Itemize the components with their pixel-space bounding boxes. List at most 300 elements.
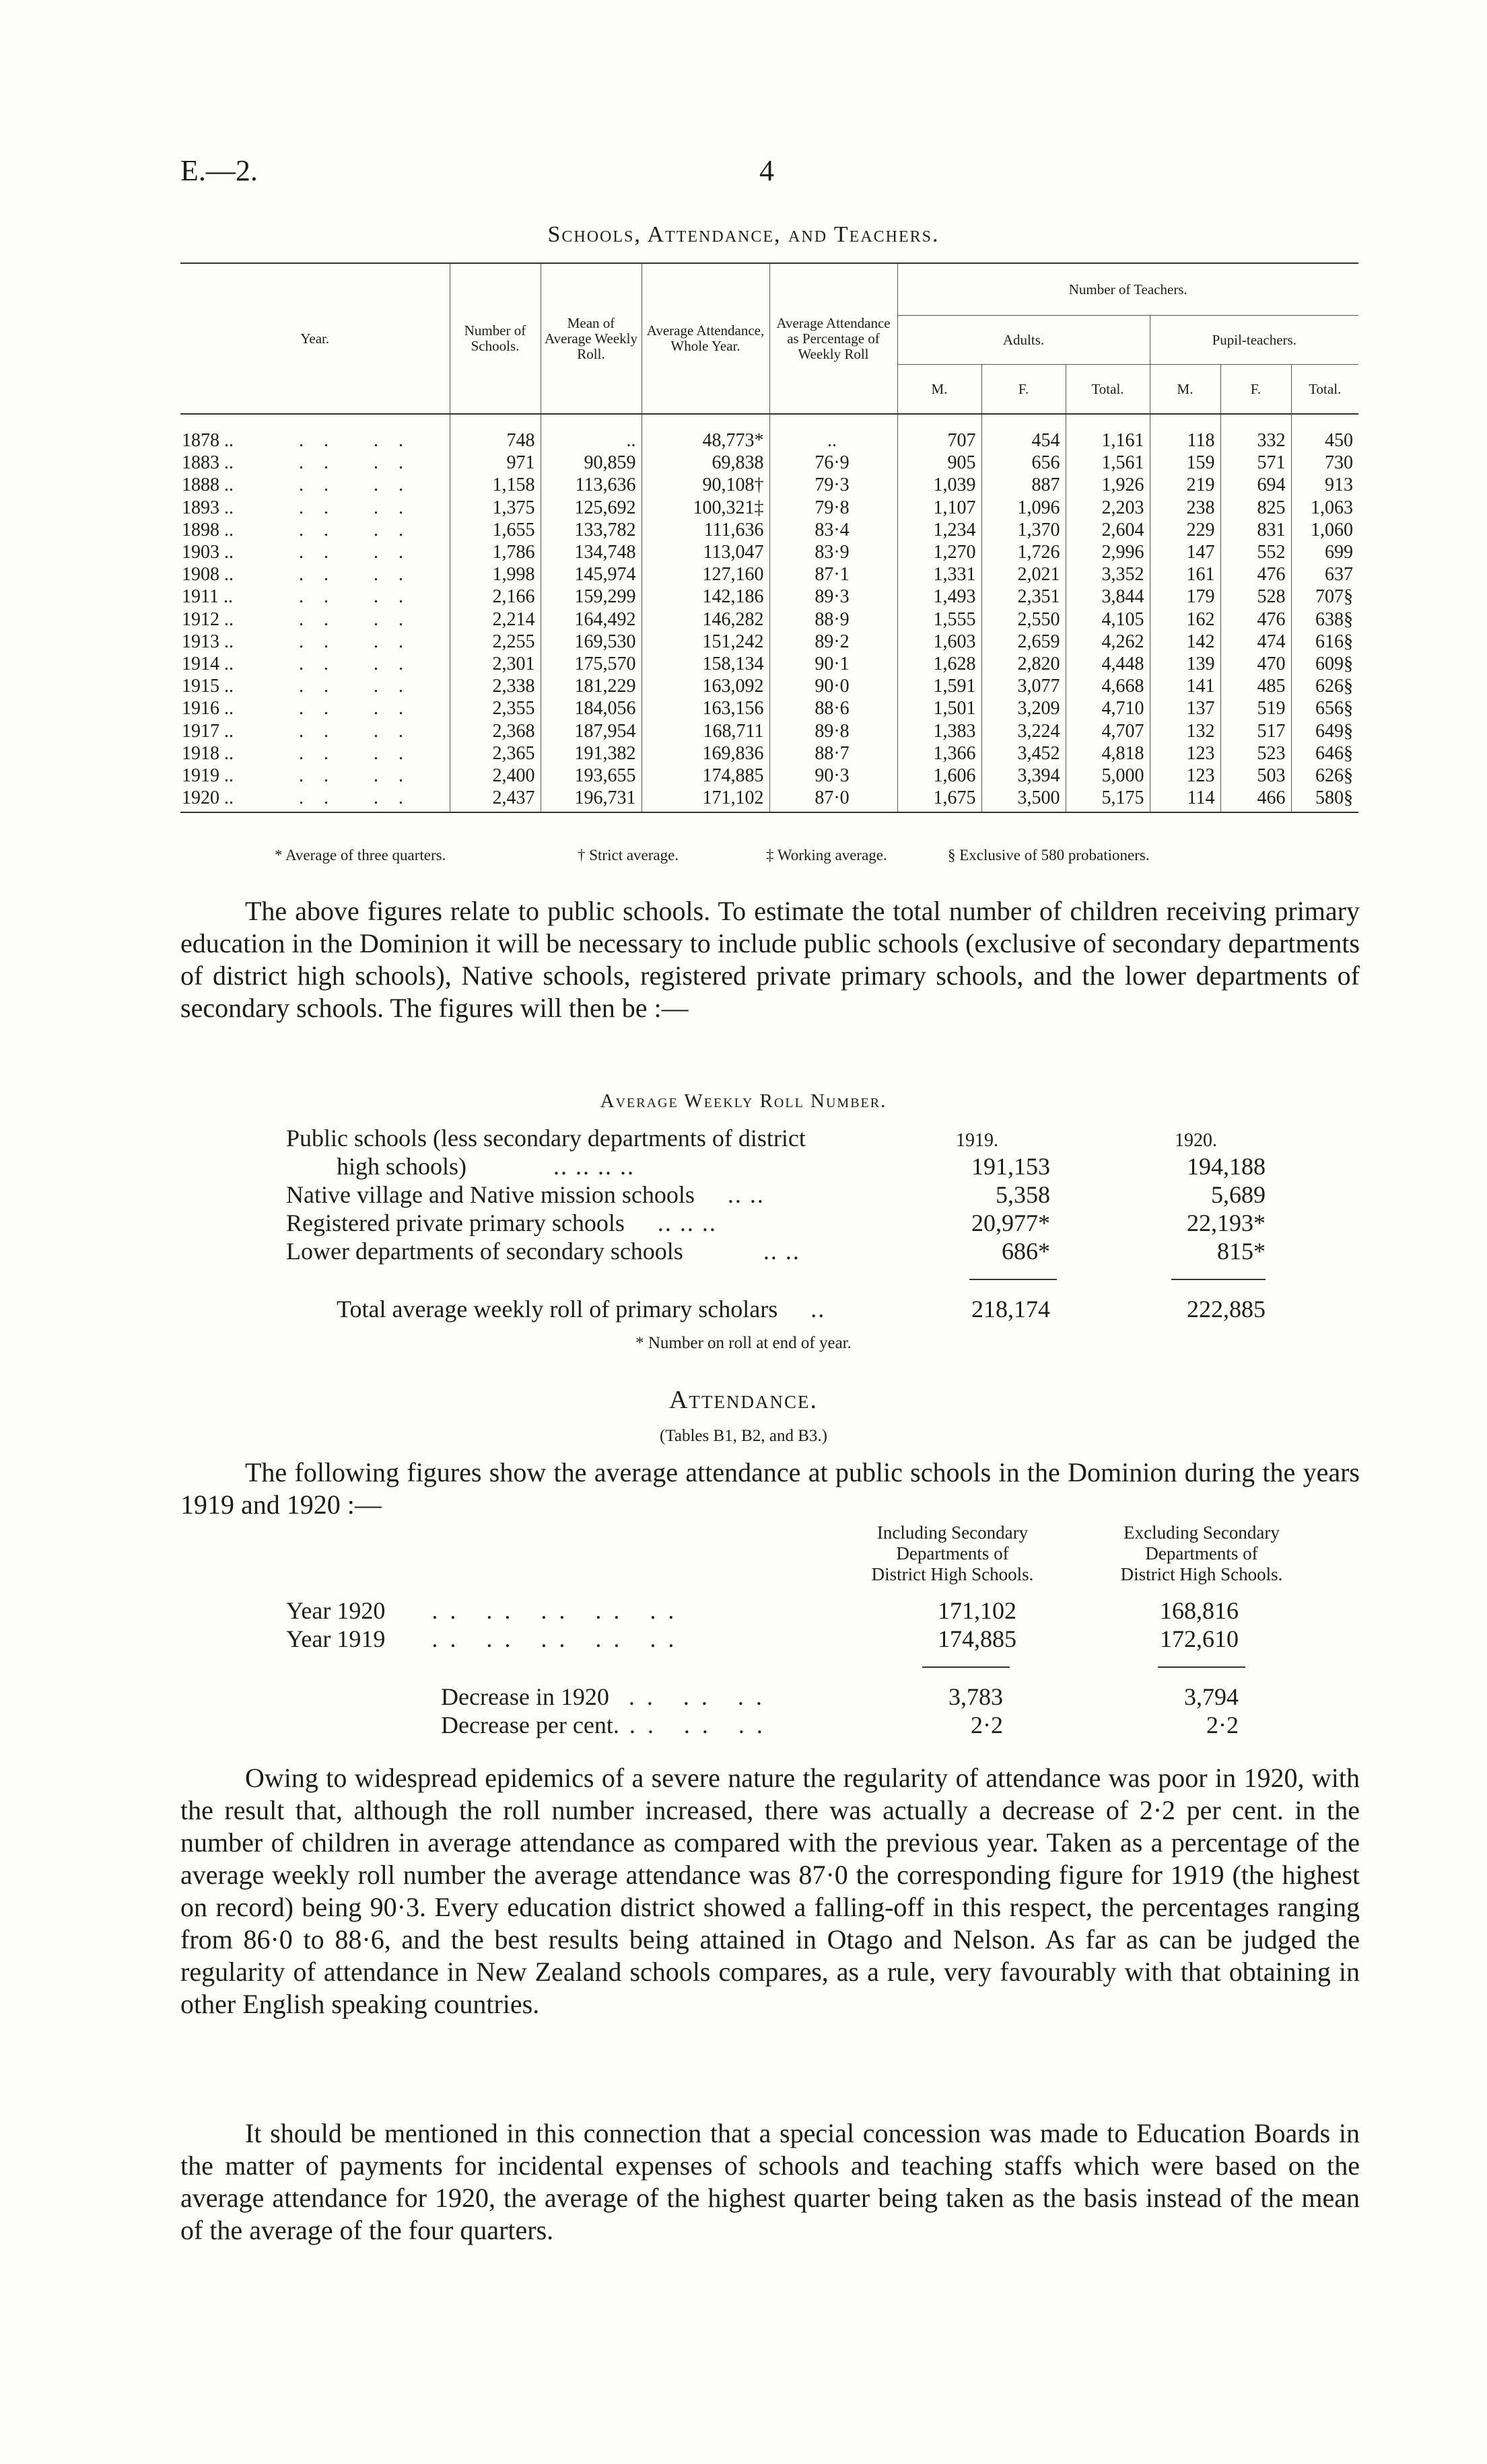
cell-year [180, 742, 450, 765]
cell-percentage: 87·1 [769, 563, 897, 586]
cell-schools: 2,365 [450, 742, 541, 765]
cell-mean-roll: 133,782 [541, 519, 642, 541]
cell-pupil-m: 123 [1150, 765, 1220, 787]
cell-pupil-m: 139 [1150, 653, 1220, 675]
cell-mean-roll: 181,229 [541, 675, 642, 697]
cell-pupil-f: 503 [1220, 765, 1291, 787]
cell-adults-f: 3,224 [981, 720, 1066, 742]
roll-rule-1919 [969, 1279, 1057, 1280]
year-leader: .. .. [299, 787, 423, 809]
cell-mean-roll: 187,954 [541, 720, 642, 742]
decrease-excl-value: 3,794 [1184, 1683, 1239, 1710]
cell-percentage: 79·3 [769, 474, 897, 496]
cell-pupil-m: 132 [1150, 720, 1220, 742]
cell-mean-roll: 191,382 [541, 742, 642, 765]
cell-pupil-f: 485 [1220, 675, 1291, 697]
cell-pupil-m: 142 [1150, 631, 1220, 653]
cell-pupil-m: 179 [1150, 586, 1220, 608]
cell-pupil-f: 519 [1220, 697, 1291, 719]
cell-year [180, 608, 450, 631]
year-value: 1908 .. [182, 564, 234, 586]
attendance-tables-note: (Tables B1, B2, and B3.) [660, 1427, 827, 1445]
roll-total-label: Total average weekly roll of primary scholars .. [337, 1296, 826, 1323]
col-pupil-m: M. [1150, 365, 1220, 415]
cell-year [180, 631, 450, 653]
schools-table [180, 262, 1358, 813]
cell-pupil-m: 147 [1150, 541, 1220, 563]
cell-avg-attendance: 169,836 [642, 742, 769, 765]
col-adults-m: M. [897, 365, 981, 415]
cell-pupil-total: 649§ [1291, 720, 1358, 742]
cell-year [180, 720, 450, 742]
footnote-strict: † Strict average. [578, 847, 679, 864]
roll-value-1920: 194,188 [1187, 1153, 1266, 1180]
cell-schools: 748 [450, 414, 541, 452]
table-row [180, 697, 1358, 719]
cell-year [180, 452, 450, 474]
cell-mean-roll: 169,530 [541, 631, 642, 653]
cell-pupil-total: 637 [1291, 563, 1358, 586]
cell-avg-attendance: 146,282 [642, 608, 769, 631]
col-schools: Number of Schools. [450, 263, 541, 414]
cell-pupil-m: 114 [1150, 787, 1220, 812]
cell-mean-roll: 175,570 [541, 653, 642, 675]
attendance-rule-excl [1158, 1666, 1245, 1668]
cell-adults-m: 905 [897, 452, 981, 474]
decrease-row-label: Decrease per cent. .. .. .. [441, 1712, 775, 1738]
cell-mean-roll: .. [541, 414, 642, 452]
year-value: 1914 .. [182, 654, 234, 675]
cell-adults-f: 2,550 [981, 608, 1066, 631]
col-adults-f: F. [981, 365, 1066, 415]
cell-pupil-m: 219 [1150, 474, 1220, 496]
cell-avg-attendance: 158,134 [642, 653, 769, 675]
year-leader: .. .. [299, 564, 423, 586]
cell-adults-f: 3,209 [981, 697, 1066, 719]
cell-adults-f: 3,077 [981, 675, 1066, 697]
year-value: 1920 .. [182, 787, 234, 809]
cell-percentage: 76·9 [769, 452, 897, 474]
paragraph-public-schools: The above figures relate to public schools. To estimate the total number of children receiving primary education in the Dominion it will be necessary to include public schools (exclusive of secondary departments of district high schools), Native schools, registered private primary schools, and the lower departments of secondary schools. The figures will then be :— [180, 896, 1360, 1023]
attendance-excl-value: 168,816 [1160, 1597, 1239, 1624]
roll-col-1920: 1920. [1175, 1130, 1217, 1151]
cell-pupil-f: 517 [1220, 720, 1291, 742]
footnote-three-quarters: * Average of three quarters. [275, 847, 446, 864]
cell-adults-m: 1,603 [897, 631, 981, 653]
cell-adults-total: 4,448 [1066, 653, 1150, 675]
cell-adults-f: 2,351 [981, 586, 1066, 608]
cell-pupil-total: 626§ [1291, 765, 1358, 787]
cell-schools: 1,655 [450, 519, 541, 541]
cell-adults-total: 4,707 [1066, 720, 1150, 742]
footnote-working: ‡ Working average. [766, 847, 887, 864]
cell-schools: 2,338 [450, 675, 541, 697]
roll-rule-1920 [1171, 1279, 1266, 1280]
cell-adults-m: 1,606 [897, 765, 981, 787]
year-leader: .. .. [299, 720, 423, 742]
cell-adults-total: 2,203 [1066, 497, 1150, 519]
paragraph-epidemics: Owing to widespread epidemics of a severe nature the regularity of attendance was poor in 1920, with the result that, although the roll number increased, there was actually a decrease of 2·2 per cent. in the number of children in average attendance as compared with the previous year. Taken as a percentage of the average weekly roll number the average attendance was 87·0 the corresponding figure for 1919 (the highest on record) being 90·3. Every education district showed a falling-off in this respect, the percentages ranging from 86·0 to 88·6, and the best results being attained in Otago and Nelson. As far as can be judged the regularity of attendance in New Zealand schools compares, as a rule, very favourably with that obtaining in other English speaking countries. [180, 1763, 1360, 2019]
year-leader: .. .. [299, 497, 423, 518]
cell-pupil-m: 141 [1150, 675, 1220, 697]
cell-adults-m: 1,107 [897, 497, 981, 519]
cell-adults-m: 1,675 [897, 787, 981, 812]
roll-value-1920: 22,193* [1187, 1209, 1266, 1236]
cell-schools: 1,375 [450, 497, 541, 519]
roll-row-label: Lower departments of secondary schools .. .. [286, 1238, 800, 1265]
year-leader: .. .. [299, 698, 423, 719]
year-value: 1878 .. [182, 430, 234, 451]
cell-pupil-f: 825 [1220, 497, 1291, 519]
cell-adults-total: 2,996 [1066, 541, 1150, 563]
cell-pupil-total: 638§ [1291, 608, 1358, 631]
year-value: 1916 .. [182, 698, 234, 719]
paragraph-concession: It should be mentioned in this connection that a special concession was made to Education Boards in the matter of payments for incidental expenses of schools and teaching staffs which were based on the average attendance for 1920, the average of the highest quarter being taken as the basis instead of the mean of the average of the four quarters. [180, 2118, 1360, 2245]
cell-adults-m: 1,591 [897, 675, 981, 697]
cell-avg-attendance: 174,885 [642, 765, 769, 787]
cell-pupil-f: 476 [1220, 608, 1291, 631]
cell-adults-total: 1,926 [1066, 474, 1150, 496]
col-adults: Adults. [897, 316, 1150, 365]
table-row [180, 414, 1358, 452]
cell-adults-f: 1,726 [981, 541, 1066, 563]
attendance-row-label: Year 1920 .. .. .. .. .. [286, 1597, 687, 1624]
cell-adults-total: 1,161 [1066, 414, 1150, 452]
cell-adults-m: 1,331 [897, 563, 981, 586]
cell-pupil-total: 730 [1291, 452, 1358, 474]
paragraph-attendance-intro: The following figures show the average attendance at public schools in the Dominion during the years 1919 and 1920 :— [180, 1457, 1360, 1520]
cell-adults-f: 454 [981, 414, 1066, 452]
col-pupil-f: F. [1220, 365, 1291, 415]
cell-mean-roll: 193,655 [541, 765, 642, 787]
attendance-excl-value: 172,610 [1160, 1625, 1239, 1652]
cell-schools: 2,166 [450, 586, 541, 608]
year-leader: .. .. [299, 654, 423, 675]
cell-pupil-f: 470 [1220, 653, 1291, 675]
cell-avg-attendance: 100,321‡ [642, 497, 769, 519]
cell-percentage: 83·4 [769, 519, 897, 541]
table-row [180, 787, 1358, 812]
cell-adults-total: 1,561 [1066, 452, 1150, 474]
cell-pupil-f: 476 [1220, 563, 1291, 586]
year-value: 1903 .. [182, 542, 234, 563]
cell-schools: 2,368 [450, 720, 541, 742]
cell-schools: 2,214 [450, 608, 541, 631]
cell-adults-m: 1,628 [897, 653, 981, 675]
cell-year [180, 519, 450, 541]
cell-percentage: 89·3 [769, 586, 897, 608]
cell-mean-roll: 113,636 [541, 474, 642, 496]
attendance-title: Attendance. [669, 1386, 818, 1414]
table-row [180, 631, 1358, 653]
decrease-pct-excl: 2·2 [1206, 1712, 1239, 1738]
cell-adults-total: 4,105 [1066, 608, 1150, 631]
cell-pupil-f: 694 [1220, 474, 1291, 496]
roll-value-1919: 5,358 [996, 1181, 1050, 1208]
year-value: 1911 .. [182, 586, 233, 608]
cell-schools: 1,998 [450, 563, 541, 586]
cell-avg-attendance: 48,773* [642, 414, 769, 452]
cell-year [180, 474, 450, 496]
table-row [180, 474, 1358, 496]
cell-adults-total: 3,352 [1066, 563, 1150, 586]
year-value: 1883 .. [182, 452, 234, 474]
table-row [180, 541, 1358, 563]
roll-footnote: * Number on roll at end of year. [635, 1334, 852, 1352]
cell-mean-roll: 145,974 [541, 563, 642, 586]
cell-year [180, 541, 450, 563]
cell-adults-m: 1,383 [897, 720, 981, 742]
roll-total-1920: 222,885 [1187, 1296, 1266, 1323]
cell-avg-attendance: 113,047 [642, 541, 769, 563]
cell-schools: 2,255 [450, 631, 541, 653]
cell-adults-f: 1,096 [981, 497, 1066, 519]
cell-adults-total: 3,844 [1066, 586, 1150, 608]
year-value: 1888 .. [182, 474, 234, 496]
cell-percentage: 79·8 [769, 497, 897, 519]
table-row [180, 452, 1358, 474]
cell-year [180, 497, 450, 519]
cell-percentage: 83·9 [769, 541, 897, 563]
cell-avg-attendance: 69,838 [642, 452, 769, 474]
cell-avg-attendance: 163,156 [642, 697, 769, 719]
cell-adults-m: 1,270 [897, 541, 981, 563]
cell-avg-attendance: 90,108† [642, 474, 769, 496]
year-value: 1893 .. [182, 497, 234, 518]
col-year: Year. [180, 263, 450, 414]
cell-adults-f: 3,452 [981, 742, 1066, 765]
cell-pupil-m: 161 [1150, 563, 1220, 586]
col-including-secondary: Including Secondary Departments of District High Schools. [871, 1522, 1034, 1584]
cell-mean-roll: 164,492 [541, 608, 642, 631]
roll-value-1919: 20,977* [971, 1209, 1050, 1236]
cell-pupil-total: 580§ [1291, 787, 1358, 812]
cell-avg-attendance: 151,242 [642, 631, 769, 653]
cell-pupil-f: 831 [1220, 519, 1291, 541]
attendance-rule-incl [922, 1666, 1010, 1668]
cell-adults-total: 2,604 [1066, 519, 1150, 541]
cell-adults-total: 4,818 [1066, 742, 1150, 765]
cell-pupil-m: 123 [1150, 742, 1220, 765]
cell-adults-m: 1,366 [897, 742, 981, 765]
roll-value-1919: 191,153 [971, 1153, 1050, 1180]
table-title: Schools, Attendance, and Teachers. [547, 222, 940, 247]
cell-year [180, 675, 450, 697]
cell-pupil-m: 118 [1150, 414, 1220, 452]
cell-schools: 2,400 [450, 765, 541, 787]
col-excluding-secondary: Excluding Secondary Departments of District High Schools. [1120, 1522, 1283, 1584]
year-value: 1898 .. [182, 519, 234, 540]
cell-mean-roll: 134,748 [541, 541, 642, 563]
cell-pupil-total: 707§ [1291, 586, 1358, 608]
year-leader: .. .. [299, 519, 423, 540]
cell-percentage: 88·7 [769, 742, 897, 765]
cell-schools: 2,437 [450, 787, 541, 812]
cell-year [180, 787, 450, 812]
cell-mean-roll: 125,692 [541, 497, 642, 519]
attendance-row-label: Year 1919 .. .. .. .. .. [286, 1625, 687, 1652]
year-leader: .. .. [299, 452, 423, 474]
cell-pupil-f: 466 [1220, 787, 1291, 812]
cell-year [180, 765, 450, 787]
cell-mean-roll: 159,299 [541, 586, 642, 608]
table-row [180, 608, 1358, 631]
cell-year [180, 586, 450, 608]
year-value: 1913 .. [182, 631, 234, 652]
cell-pupil-total: 1,063 [1291, 497, 1358, 519]
table-row [180, 742, 1358, 765]
decrease-pct-incl: 2·2 [971, 1712, 1003, 1738]
roll-value-1920: 815* [1217, 1238, 1266, 1265]
cell-pupil-f: 523 [1220, 742, 1291, 765]
cell-schools: 971 [450, 452, 541, 474]
table-row [180, 765, 1358, 787]
footnote-probationers: § Exclusive of 580 probationers. [948, 847, 1150, 864]
col-teachers: Number of Teachers. [897, 263, 1358, 316]
roll-row-label: Public schools (less secondary departments of district [286, 1125, 806, 1152]
cell-percentage: 89·2 [769, 631, 897, 653]
year-value: 1915 .. [182, 676, 234, 697]
table-row [180, 720, 1358, 742]
col-percentage: Average Attendance as Percentage of Weekly Roll [769, 263, 897, 414]
cell-pupil-m: 238 [1150, 497, 1220, 519]
cell-pupil-total: 656§ [1291, 697, 1358, 719]
cell-pupil-total: 609§ [1291, 653, 1358, 675]
cell-year [180, 563, 450, 586]
cell-pupil-m: 159 [1150, 452, 1220, 474]
cell-percentage: 88·6 [769, 697, 897, 719]
cell-percentage: 87·0 [769, 787, 897, 812]
cell-year [180, 414, 450, 452]
cell-avg-attendance: 111,636 [642, 519, 769, 541]
cell-schools: 2,355 [450, 697, 541, 719]
roll-total-1919: 218,174 [971, 1296, 1050, 1323]
year-value: 1918 .. [182, 742, 234, 764]
cell-pupil-total: 913 [1291, 474, 1358, 496]
report-code: E.—2. [180, 154, 258, 187]
cell-adults-total: 4,262 [1066, 631, 1150, 653]
table-row [180, 586, 1358, 608]
table-row [180, 653, 1358, 675]
cell-avg-attendance: 171,102 [642, 787, 769, 812]
roll-row-label-cont: high schools) .. .. .. .. [337, 1153, 635, 1180]
cell-adults-f: 2,021 [981, 563, 1066, 586]
cell-percentage: 88·9 [769, 608, 897, 631]
cell-adults-f: 3,500 [981, 787, 1066, 812]
cell-year [180, 697, 450, 719]
cell-adults-f: 2,659 [981, 631, 1066, 653]
cell-adults-f: 656 [981, 452, 1066, 474]
year-leader: .. .. [299, 586, 423, 608]
col-avg-attendance: Average Attendance, Whole Year. [642, 263, 769, 414]
decrease-row-label: Decrease in 1920 .. .. .. [441, 1683, 774, 1710]
cell-pupil-f: 474 [1220, 631, 1291, 653]
cell-pupil-m: 229 [1150, 519, 1220, 541]
roll-row-label: Native village and Native mission schools .. .. [286, 1181, 765, 1208]
roll-row-label: Registered private primary schools .. .. .. [286, 1209, 717, 1236]
cell-schools: 2,301 [450, 653, 541, 675]
cell-avg-attendance: 127,160 [642, 563, 769, 586]
year-value: 1912 .. [182, 608, 234, 630]
roll-value-1920: 5,689 [1211, 1181, 1266, 1208]
cell-adults-m: 1,493 [897, 586, 981, 608]
year-leader: .. .. [299, 631, 423, 652]
roll-col-1919: 1919. [956, 1130, 998, 1151]
year-leader: .. .. [299, 430, 423, 451]
cell-avg-attendance: 163,092 [642, 675, 769, 697]
cell-mean-roll: 184,056 [541, 697, 642, 719]
cell-pupil-total: 1,060 [1291, 519, 1358, 541]
roll-value-1919: 686* [1002, 1238, 1050, 1265]
col-pupil-total: Total. [1291, 365, 1358, 415]
cell-pupil-f: 528 [1220, 586, 1291, 608]
cell-percentage: 90·1 [769, 653, 897, 675]
cell-year [180, 653, 450, 675]
cell-mean-roll: 196,731 [541, 787, 642, 812]
cell-adults-f: 3,394 [981, 765, 1066, 787]
cell-adults-f: 887 [981, 474, 1066, 496]
cell-adults-m: 707 [897, 414, 981, 452]
col-mean-roll: Mean of Average Weekly Roll. [541, 263, 642, 414]
cell-pupil-total: 626§ [1291, 675, 1358, 697]
col-adults-total: Total. [1066, 365, 1150, 415]
table-row [180, 563, 1358, 586]
cell-adults-m: 1,501 [897, 697, 981, 719]
cell-pupil-total: 450 [1291, 414, 1358, 452]
year-value: 1919 .. [182, 765, 234, 787]
table-row [180, 675, 1358, 697]
cell-adults-m: 1,555 [897, 608, 981, 631]
cell-pupil-total: 699 [1291, 541, 1358, 563]
cell-percentage: .. [769, 414, 897, 452]
col-pupil-teachers: Pupil-teachers. [1150, 316, 1358, 365]
year-leader: .. .. [299, 542, 423, 563]
cell-pupil-m: 162 [1150, 608, 1220, 631]
year-leader: .. .. [299, 765, 423, 787]
year-leader: .. .. [299, 742, 423, 764]
year-leader: .. .. [299, 608, 423, 630]
cell-schools: 1,786 [450, 541, 541, 563]
cell-adults-f: 2,820 [981, 653, 1066, 675]
cell-adults-total: 5,000 [1066, 765, 1150, 787]
year-leader: .. .. [299, 474, 423, 496]
cell-avg-attendance: 168,711 [642, 720, 769, 742]
cell-pupil-f: 332 [1220, 414, 1291, 452]
table-row [180, 519, 1358, 541]
attendance-incl-value: 171,102 [938, 1597, 1016, 1624]
cell-pupil-f: 571 [1220, 452, 1291, 474]
cell-pupil-total: 646§ [1291, 742, 1358, 765]
attendance-incl-value: 174,885 [938, 1625, 1016, 1652]
cell-percentage: 89·8 [769, 720, 897, 742]
cell-adults-total: 5,175 [1066, 787, 1150, 812]
cell-pupil-f: 552 [1220, 541, 1291, 563]
cell-avg-attendance: 142,186 [642, 586, 769, 608]
year-leader: .. .. [299, 676, 423, 697]
roll-section-title: Average Weekly Roll Number. [600, 1090, 887, 1112]
cell-adults-total: 4,668 [1066, 675, 1150, 697]
cell-adults-total: 4,710 [1066, 697, 1150, 719]
year-value: 1917 .. [182, 720, 234, 742]
cell-schools: 1,158 [450, 474, 541, 496]
cell-percentage: 90·3 [769, 765, 897, 787]
cell-pupil-total: 616§ [1291, 631, 1358, 653]
decrease-incl-value: 3,783 [948, 1683, 1003, 1710]
cell-pupil-m: 137 [1150, 697, 1220, 719]
table-row [180, 497, 1358, 519]
cell-adults-m: 1,039 [897, 474, 981, 496]
cell-percentage: 90·0 [769, 675, 897, 697]
